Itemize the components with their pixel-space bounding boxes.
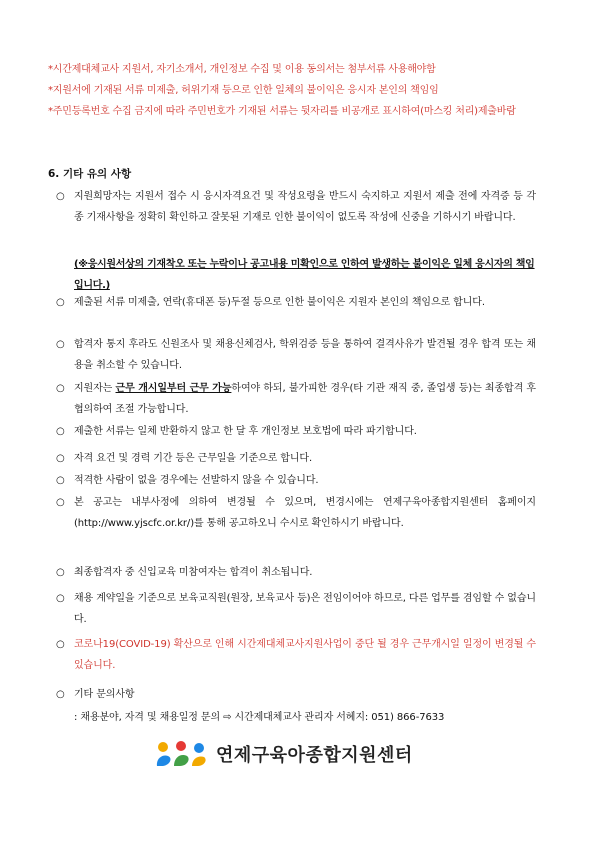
list-item [56, 421, 536, 442]
circle-bullet-icon: ○ [56, 475, 65, 486]
circle-bullet-icon: ○ [56, 339, 65, 350]
notice-id-masking: *주민등록번호 수집 금지에 따라 주민번호가 기재된 서류는 뒷자리를 비공개로 표시하여(마스킹 처리)제출바람 [48, 106, 516, 117]
circle-bullet-icon: ○ [56, 689, 65, 700]
list-item [56, 588, 536, 630]
circle-bullet-icon: ○ [56, 383, 65, 394]
item-text: 적격한 사람이 없을 경우에는 선발하지 않을 수 있습니다. [74, 475, 319, 486]
applicant-responsibility-warning: (※응시원서상의 기재착오 또는 누락이나 공고내용 미확인으로 인하여 발생하는 불이익은 일체 응시자의 책임입니다.) [74, 259, 535, 291]
list-item [56, 562, 536, 583]
child-figures-logo-icon [154, 739, 210, 769]
list-item [56, 334, 536, 376]
item-text: 지원희망자는 지원서 접수 시 응시자격요건 및 작성요령을 반드시 숙지하고 지원서 제출 전에 자격증 등 각종 기재사항을 정확히 확인하고 잘못된 기재로 인한 불이익이 없도록 작성에 신중을 기하시기 바랍니다. [74, 191, 536, 223]
item-text: 지원자는 근무 개시일부터 근무 가능하여야 하되, 불가피한 경우(타 기관 재직 중, 졸업생 등)는 최종합격 후 협의하여 조절 가능합니다. [74, 383, 536, 415]
item-text: 최종합격자 중 신입교육 미참여자는 합격이 취소됩니다. [74, 567, 313, 578]
item-text: 코로나19(COVID-19) 확산으로 인해 시간제대체교사지원사업이 중단 될 경우 근무개시일 일정이 변경될 수 있습니다. [74, 639, 536, 671]
item-text: 제출된 서류 미제출, 연락(휴대폰 등)두절 등으로 인한 불이익은 지원자 본인의 책임으로 합니다. [74, 297, 485, 308]
list-item [56, 492, 536, 534]
circle-bullet-icon: ○ [56, 567, 65, 578]
list-item [56, 448, 536, 469]
circle-bullet-icon: ○ [56, 593, 65, 604]
contact-info: : 채용분야, 자격 및 채용일정 문의 ⇨ 시간제대체교사 관리자 서혜지: 051) 866-7633 [74, 712, 445, 723]
circle-bullet-icon: ○ [56, 191, 65, 202]
footer-logo [154, 738, 413, 770]
item-text: 본 공고는 내부사정에 의하여 변경될 수 있으며, 변경시에는 연제구육아종합지원센터 홈페이지(http://www.yjscfc.or.kr/)를 통해 공고하오니 수시로 확인하시기 바랍니다. [74, 497, 536, 529]
section-heading: 6. 기타 유의 사항 [48, 168, 132, 180]
list-item [56, 292, 536, 313]
circle-bullet-icon: ○ [56, 426, 65, 437]
organization-name: 연제구육아종합지원센터 [216, 745, 413, 766]
notice-attachment-forms: *시간제대체교사 지원서, 자기소개서, 개인정보 수집 및 이용 동의서는 첨부서류 사용해야함 [48, 64, 436, 75]
item-text: 기타 문의사항 [74, 689, 135, 700]
item-text: 합격자 통지 후라도 신원조사 및 채용신체검사, 학위검증 등을 통하여 결격사유가 발견될 경우 합격 또는 채용을 취소할 수 있습니다. [74, 339, 536, 371]
work-start-emphasis: 근무 개시일부터 근무 가능 [115, 383, 232, 394]
circle-bullet-icon: ○ [56, 497, 65, 508]
circle-bullet-icon: ○ [56, 297, 65, 308]
list-item [56, 378, 536, 420]
item-text: 제출한 서류는 일체 반환하지 않고 한 달 후 개인정보 보호법에 따라 파기합니다. [74, 426, 417, 437]
item-text: 자격 요건 및 경력 기간 등은 근무일을 기준으로 합니다. [74, 453, 313, 464]
notice-false-entry: *지원서에 기재된 서류 미제출, 허위기재 등으로 인한 일체의 불이익은 응시자 본인의 책임임 [48, 85, 439, 96]
circle-bullet-icon: ○ [56, 453, 65, 464]
list-item [56, 634, 536, 676]
item-text: 채용 계약일을 기준으로 보육교직원(원장, 보육교사 등)은 전임이어야 하므로, 다른 업무를 겸임할 수 없습니다. [74, 593, 536, 625]
list-item [56, 684, 536, 705]
list-item [56, 186, 536, 228]
circle-bullet-icon: ○ [56, 639, 65, 650]
list-item [56, 470, 536, 491]
